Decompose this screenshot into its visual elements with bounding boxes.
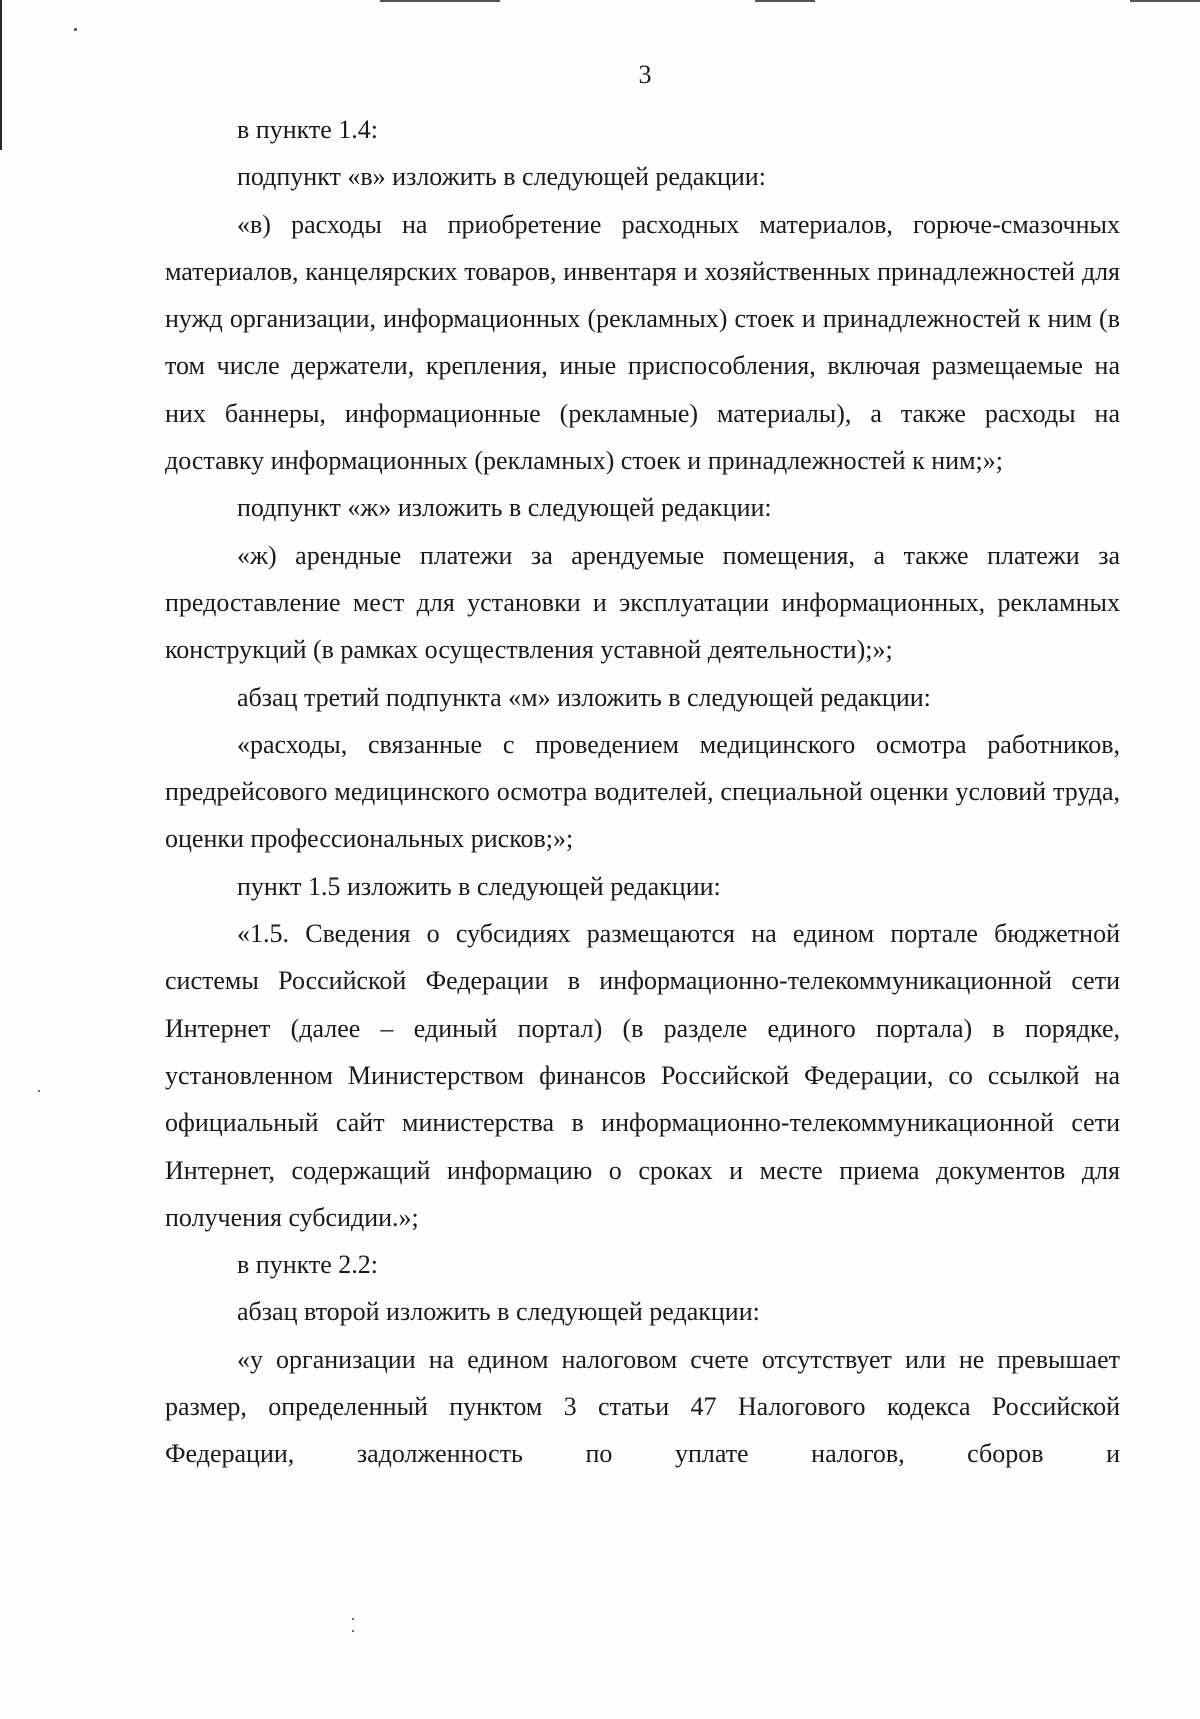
- scan-speck: [352, 1630, 354, 1632]
- scan-top-fragment: [1130, 0, 1200, 2]
- paragraph: «в) расходы на приобретение расходных материалов, горюче-смазочных материалов, канцелярских товаров, инвентаря и хозяйственных принадлежностей для нужд организации, информационных (рекламных) стоек и принадлежностей к ним (в том числе держатели, крепления, иные приспособления, включая размещаемые на них баннеры, информационные (рекламные) материалы), а также расходы на доставку информационных (рекламных) стоек и принадлежностей к ним;»;: [165, 209, 1120, 476]
- document-body: [165, 106, 1120, 1478]
- paragraph: подпункт «в» изложить в следующей редакции:: [237, 162, 766, 192]
- paragraph: «у организации на едином налоговом счете отсутствует или не превышает размер, определенный пунктом 3 статьи 47 Налогового кодекса Российской Федерации, задолженность по уплате налогов, сборов и: [165, 1344, 1120, 1469]
- paragraph: «ж) арендные платежи за арендуемые помещения, а также платежи за предоставление мест для установки и эксплуатации информационных, рекламных конструкций (в рамках осуществления уставной деятельности);»;: [165, 540, 1120, 665]
- scan-top-fragment: [755, 0, 815, 2]
- scan-speck: [352, 1618, 354, 1620]
- paragraph: подпункт «ж» изложить в следующей редакции:: [237, 493, 772, 523]
- paragraph: в пункте 1.4:: [237, 115, 379, 144]
- paragraph: пункт 1.5 изложить в следующей редакции:: [237, 871, 721, 901]
- scan-speck: [38, 1090, 40, 1092]
- paragraph: «расходы, связанные с проведением медицинского осмотра работников, предрейсового медицинского осмотра водителей, специальной оценки условий труда, оценки профессиональных рисков;»;: [165, 729, 1120, 854]
- paragraph: в пункте 2.2:: [237, 1250, 379, 1280]
- scan-top-fragment: [380, 0, 500, 2]
- paragraph: абзац второй изложить в следующей редакции:: [237, 1297, 760, 1327]
- page-number: 3: [638, 60, 652, 89]
- paragraph: «1.5. Сведения о субсидиях размещаются на едином портале бюджетной системы Российской Федерации в информационно-телекоммуникационной сети Интернет (далее – единый портал) (в разделе единого портала) в порядке, установленном Министерством финансов Российской Федерации, со ссылкой на официальный сайт министерства в информационно-телекоммуникационной сети Интернет, содержащий информацию о сроках и месте приема документов для получения субсидии.»;: [165, 919, 1120, 1232]
- scan-speck: [74, 28, 77, 31]
- paragraph: абзац третий подпункта «м» изложить в следующей редакции:: [237, 682, 931, 712]
